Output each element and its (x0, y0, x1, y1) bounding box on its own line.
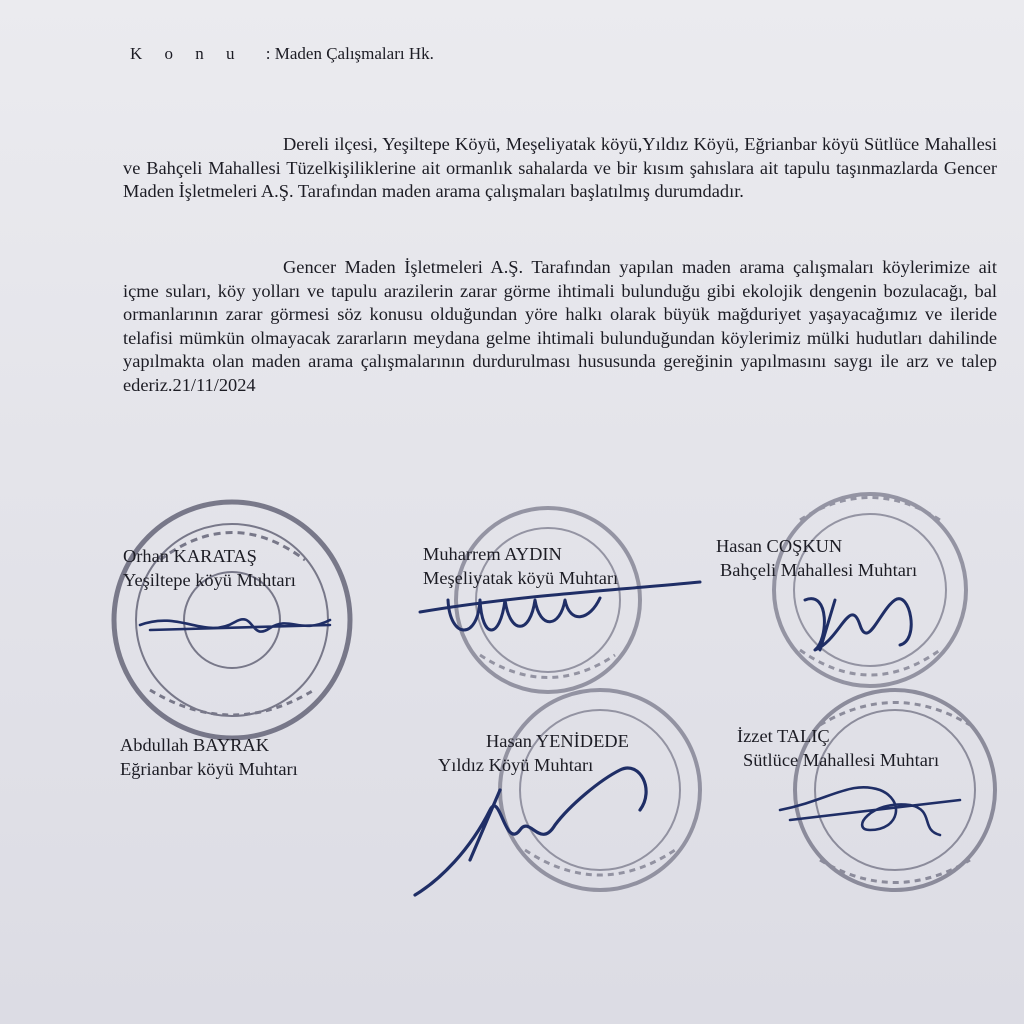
signatory-block (423, 542, 618, 590)
signatory-block (120, 733, 298, 781)
signature-coskun (805, 599, 911, 650)
body-paragraph-1: Dereli ilçesi, Yeşiltepe Köyü, Meşeliyatak köyü,Yıldız Köyü, Eğrianbar köyü Sütlüce Mahallesi ve Bahçeli Mahallesi Tüzelkişiliklerine ait ormanlık sahalarda ve bir kısım şahıslara ait tapulu taşınmazlarda Gencer Maden İşletmeleri A.Ş. Tarafından maden arama çalışmaları başlatılmış durumdadır. (123, 134, 997, 201)
subject-value: : Maden Çalışmaları Hk. (265, 44, 434, 63)
signature-talic (780, 787, 960, 835)
signatory-name: Hasan COŞKUN (716, 536, 843, 556)
signatory-block (123, 544, 296, 592)
stamp-bahceli (774, 494, 966, 686)
signatory-block (438, 729, 629, 777)
signatory-title: Meşeliyatak köyü Muhtarı (423, 568, 619, 588)
signatory-name: Abdullah BAYRAK (120, 735, 270, 755)
signatory-block (716, 534, 917, 582)
signatory-name: İzzet TALIÇ (737, 726, 830, 746)
signatory-title: Yeşiltepe köyü Muhtarı (123, 570, 296, 590)
stamp-meseliyatak (456, 508, 640, 692)
signatory-name: Hasan YENİDEDE (486, 731, 629, 751)
signatory-block (737, 724, 939, 772)
signatory-title: Bahçeli Mahallesi Muhtarı (720, 560, 918, 580)
stamp-yildiz (500, 690, 700, 890)
stamp-yesiltepe (114, 502, 350, 738)
signatory-title: Sütlüce Mahallesi Muhtarı (743, 750, 940, 770)
subject-label: K o n u (130, 44, 244, 63)
signatory-name: Muharrem AYDIN (423, 544, 562, 564)
signatory-name: Orhan KARATAŞ (123, 546, 257, 566)
stamp-sutluce (795, 690, 995, 890)
signatory-title: Eğrianbar köyü Muhtarı (120, 759, 298, 779)
body-paragraph-2: Gencer Maden İşletmeleri A.Ş. Tarafından yapılan maden arama çalışmaları köylerimize ait içme suları, köy yolları ve tapulu arazilerin zarar görme ihtimali bulunduğu gibi ekolojik dengenin bozulacağı, bal ormanlarının zarar görmesi söz konusu olduğundan yöre halkı olarak büyük mağduriyet yaşayacağımız ve ileride telafisi mümkün olmayacak zararların meydana gelme ihtimali bulunduğundan köylerimiz mülki hudutları dahilinde yapılmakta olan maden arama çalışmalarının durdurulması hususunda gereğinin yapılmasını saygı ile arz ve talep ederiz.21/11/2024 (123, 257, 997, 395)
signature-karatas (140, 619, 330, 631)
signatory-title: Yıldız Köyü Muhtarı (438, 755, 594, 775)
